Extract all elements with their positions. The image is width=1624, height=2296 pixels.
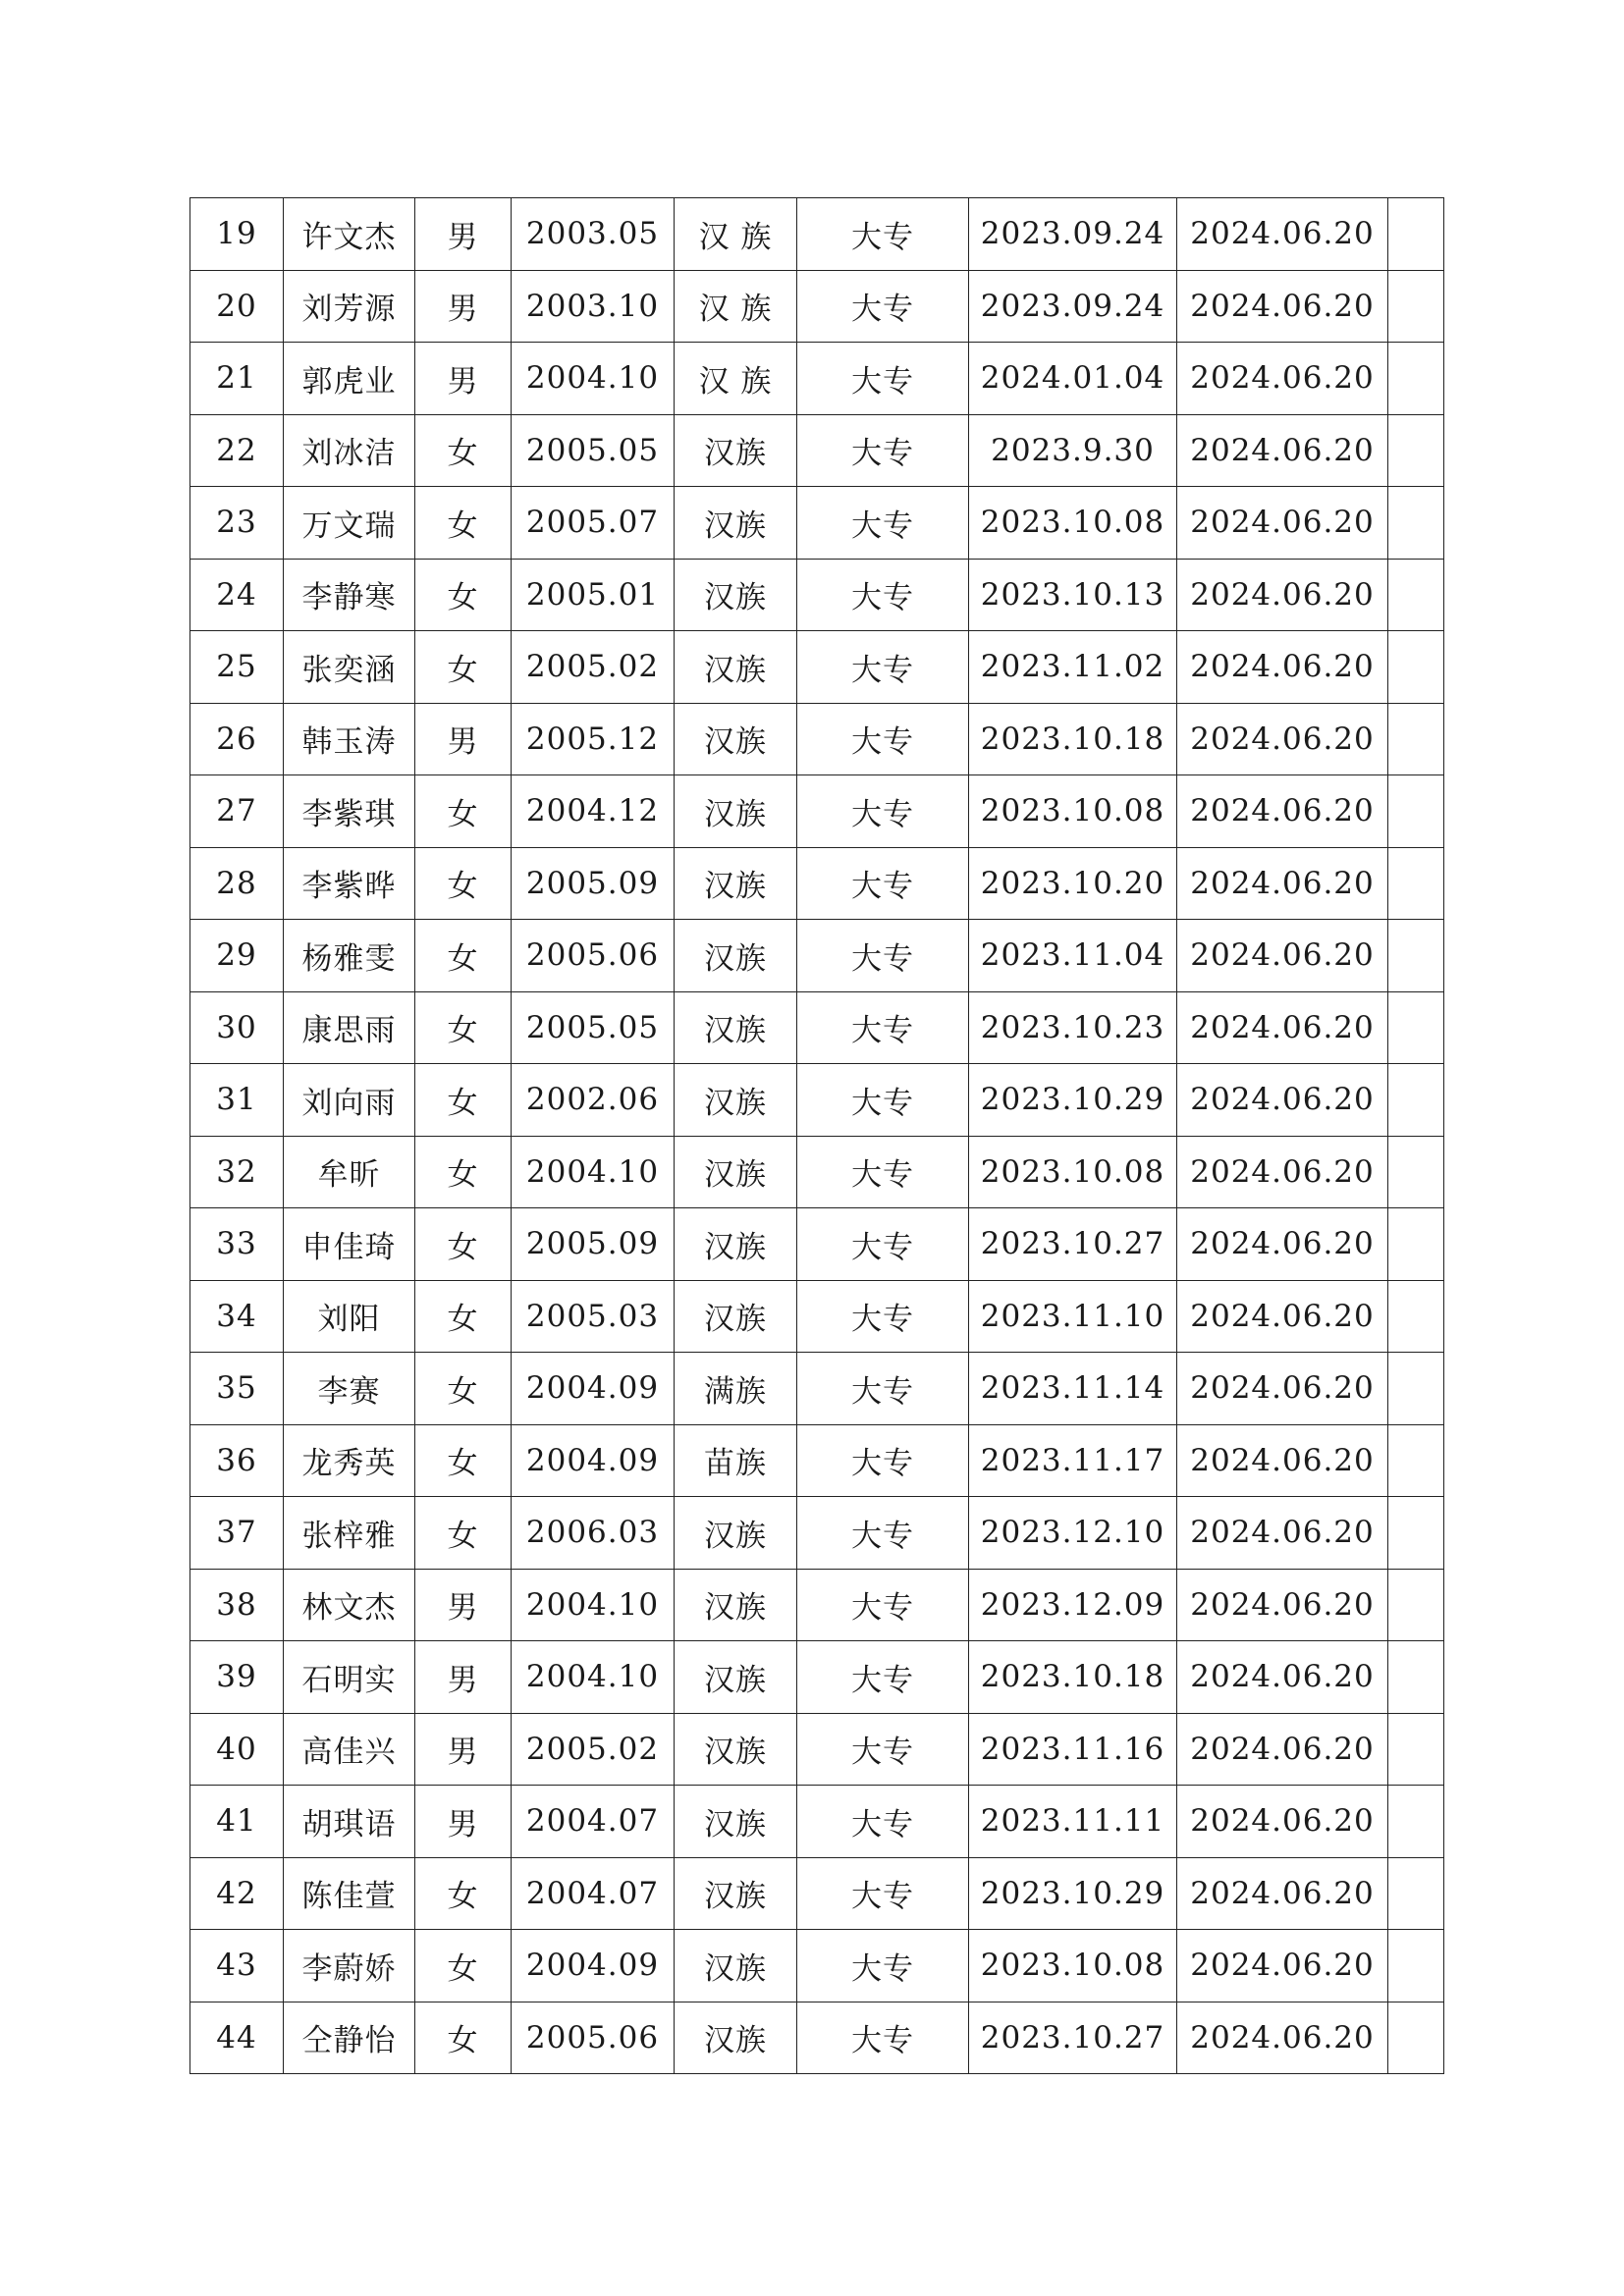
note-cell xyxy=(1388,2002,1444,2074)
education-cell: 大专 xyxy=(797,1641,969,1714)
gender-cell: 女 xyxy=(415,991,512,1064)
education-cell: 大专 xyxy=(797,487,969,560)
note-cell xyxy=(1388,1569,1444,1641)
note-cell xyxy=(1388,703,1444,775)
ethnicity-cell: 汉族 xyxy=(675,920,797,992)
note-cell xyxy=(1388,847,1444,920)
table-row xyxy=(190,1424,1444,1497)
start-date-cell: 2023.10.27 xyxy=(969,2002,1177,2074)
table-row xyxy=(190,847,1444,920)
start-date-cell: 2023.10.08 xyxy=(969,487,1177,560)
start-date-cell: 2023.12.10 xyxy=(969,1497,1177,1570)
note-cell xyxy=(1388,559,1444,631)
name-cell: 申佳琦 xyxy=(284,1208,415,1281)
end-date-cell: 2024.06.20 xyxy=(1177,1641,1388,1714)
note-cell xyxy=(1388,1064,1444,1137)
ethnicity-cell: 汉族 xyxy=(675,1136,797,1208)
education-cell: 大专 xyxy=(797,1497,969,1570)
table-row xyxy=(190,1497,1444,1570)
note-cell xyxy=(1388,1497,1444,1570)
serial-number-cell: 19 xyxy=(190,198,284,271)
table-row xyxy=(190,1786,1444,1858)
roster-body xyxy=(190,198,1444,2074)
start-date-cell: 2023.10.23 xyxy=(969,991,1177,1064)
serial-number-cell: 23 xyxy=(190,487,284,560)
table-row xyxy=(190,920,1444,992)
note-cell xyxy=(1388,1930,1444,2002)
ethnicity-cell: 汉族 xyxy=(675,1280,797,1353)
birth-date-cell: 2005.09 xyxy=(512,847,675,920)
note-cell xyxy=(1388,1786,1444,1858)
birth-date-cell: 2006.03 xyxy=(512,1497,675,1570)
roster-table xyxy=(189,197,1444,2074)
birth-date-cell: 2003.05 xyxy=(512,198,675,271)
note-cell xyxy=(1388,414,1444,487)
serial-number-cell: 44 xyxy=(190,2002,284,2074)
name-cell: 胡琪语 xyxy=(284,1786,415,1858)
education-cell: 大专 xyxy=(797,2002,969,2074)
note-cell xyxy=(1388,1280,1444,1353)
ethnicity-cell: 汉 族 xyxy=(675,270,797,343)
education-cell: 大专 xyxy=(797,1930,969,2002)
name-cell: 李赛 xyxy=(284,1353,415,1425)
serial-number-cell: 25 xyxy=(190,631,284,704)
name-cell: 刘芳源 xyxy=(284,270,415,343)
serial-number-cell: 36 xyxy=(190,1424,284,1497)
gender-cell: 女 xyxy=(415,559,512,631)
birth-date-cell: 2002.06 xyxy=(512,1064,675,1137)
serial-number-cell: 42 xyxy=(190,1857,284,1930)
serial-number-cell: 39 xyxy=(190,1641,284,1714)
table-row xyxy=(190,1857,1444,1930)
education-cell: 大专 xyxy=(797,775,969,848)
ethnicity-cell: 汉族 xyxy=(675,1569,797,1641)
note-cell xyxy=(1388,270,1444,343)
gender-cell: 女 xyxy=(415,1353,512,1425)
birth-date-cell: 2003.10 xyxy=(512,270,675,343)
gender-cell: 女 xyxy=(415,847,512,920)
name-cell: 韩玉涛 xyxy=(284,703,415,775)
gender-cell: 男 xyxy=(415,1786,512,1858)
ethnicity-cell: 汉 族 xyxy=(675,343,797,415)
end-date-cell: 2024.06.20 xyxy=(1177,1424,1388,1497)
birth-date-cell: 2004.10 xyxy=(512,1569,675,1641)
education-cell: 大专 xyxy=(797,1208,969,1281)
serial-number-cell: 24 xyxy=(190,559,284,631)
ethnicity-cell: 汉族 xyxy=(675,631,797,704)
note-cell xyxy=(1388,1208,1444,1281)
start-date-cell: 2023.11.16 xyxy=(969,1713,1177,1786)
birth-date-cell: 2005.12 xyxy=(512,703,675,775)
serial-number-cell: 35 xyxy=(190,1353,284,1425)
start-date-cell: 2023.11.04 xyxy=(969,920,1177,992)
ethnicity-cell: 汉族 xyxy=(675,1713,797,1786)
education-cell: 大专 xyxy=(797,631,969,704)
name-cell: 张奕涵 xyxy=(284,631,415,704)
education-cell: 大专 xyxy=(797,559,969,631)
name-cell: 高佳兴 xyxy=(284,1713,415,1786)
table-row xyxy=(190,1353,1444,1425)
start-date-cell: 2023.10.20 xyxy=(969,847,1177,920)
name-cell: 牟昕 xyxy=(284,1136,415,1208)
end-date-cell: 2024.06.20 xyxy=(1177,1064,1388,1137)
education-cell: 大专 xyxy=(797,1064,969,1137)
gender-cell: 男 xyxy=(415,1569,512,1641)
name-cell: 石明实 xyxy=(284,1641,415,1714)
birth-date-cell: 2004.07 xyxy=(512,1786,675,1858)
ethnicity-cell: 满族 xyxy=(675,1353,797,1425)
table-row xyxy=(190,487,1444,560)
gender-cell: 男 xyxy=(415,1641,512,1714)
education-cell: 大专 xyxy=(797,270,969,343)
table-row xyxy=(190,1641,1444,1714)
end-date-cell: 2024.06.20 xyxy=(1177,2002,1388,2074)
education-cell: 大专 xyxy=(797,1857,969,1930)
gender-cell: 男 xyxy=(415,1713,512,1786)
end-date-cell: 2024.06.20 xyxy=(1177,775,1388,848)
education-cell: 大专 xyxy=(797,991,969,1064)
end-date-cell: 2024.06.20 xyxy=(1177,631,1388,704)
end-date-cell: 2024.06.20 xyxy=(1177,198,1388,271)
gender-cell: 女 xyxy=(415,1497,512,1570)
start-date-cell: 2023.9.30 xyxy=(969,414,1177,487)
serial-number-cell: 33 xyxy=(190,1208,284,1281)
name-cell: 林文杰 xyxy=(284,1569,415,1641)
gender-cell: 女 xyxy=(415,631,512,704)
gender-cell: 女 xyxy=(415,1136,512,1208)
start-date-cell: 2023.10.18 xyxy=(969,703,1177,775)
end-date-cell: 2024.06.20 xyxy=(1177,559,1388,631)
name-cell: 张梓雅 xyxy=(284,1497,415,1570)
note-cell xyxy=(1388,1424,1444,1497)
note-cell xyxy=(1388,1641,1444,1714)
ethnicity-cell: 汉族 xyxy=(675,991,797,1064)
gender-cell: 女 xyxy=(415,2002,512,2074)
start-date-cell: 2024.01.04 xyxy=(969,343,1177,415)
education-cell: 大专 xyxy=(797,1136,969,1208)
serial-number-cell: 28 xyxy=(190,847,284,920)
table-row xyxy=(190,1136,1444,1208)
table-row xyxy=(190,2002,1444,2074)
serial-number-cell: 26 xyxy=(190,703,284,775)
ethnicity-cell: 汉族 xyxy=(675,1857,797,1930)
birth-date-cell: 2004.10 xyxy=(512,343,675,415)
gender-cell: 男 xyxy=(415,343,512,415)
education-cell: 大专 xyxy=(797,1713,969,1786)
note-cell xyxy=(1388,1353,1444,1425)
ethnicity-cell: 汉族 xyxy=(675,487,797,560)
name-cell: 郭虎业 xyxy=(284,343,415,415)
start-date-cell: 2023.10.08 xyxy=(969,775,1177,848)
birth-date-cell: 2004.09 xyxy=(512,1424,675,1497)
birth-date-cell: 2005.05 xyxy=(512,991,675,1064)
end-date-cell: 2024.06.20 xyxy=(1177,1136,1388,1208)
serial-number-cell: 34 xyxy=(190,1280,284,1353)
start-date-cell: 2023.10.29 xyxy=(969,1857,1177,1930)
start-date-cell: 2023.09.24 xyxy=(969,270,1177,343)
name-cell: 李静寒 xyxy=(284,559,415,631)
start-date-cell: 2023.10.27 xyxy=(969,1208,1177,1281)
ethnicity-cell: 汉族 xyxy=(675,703,797,775)
name-cell: 龙秀英 xyxy=(284,1424,415,1497)
table-row xyxy=(190,1064,1444,1137)
ethnicity-cell: 汉族 xyxy=(675,1786,797,1858)
ethnicity-cell: 汉 族 xyxy=(675,198,797,271)
note-cell xyxy=(1388,920,1444,992)
start-date-cell: 2023.11.10 xyxy=(969,1280,1177,1353)
table-row xyxy=(190,1930,1444,2002)
name-cell: 刘阳 xyxy=(284,1280,415,1353)
ethnicity-cell: 汉族 xyxy=(675,414,797,487)
name-cell: 刘向雨 xyxy=(284,1064,415,1137)
gender-cell: 女 xyxy=(415,487,512,560)
education-cell: 大专 xyxy=(797,1353,969,1425)
serial-number-cell: 43 xyxy=(190,1930,284,2002)
ethnicity-cell: 汉族 xyxy=(675,847,797,920)
gender-cell: 男 xyxy=(415,198,512,271)
gender-cell: 女 xyxy=(415,1208,512,1281)
name-cell: 杨雅雯 xyxy=(284,920,415,992)
gender-cell: 女 xyxy=(415,1857,512,1930)
end-date-cell: 2024.06.20 xyxy=(1177,270,1388,343)
serial-number-cell: 37 xyxy=(190,1497,284,1570)
end-date-cell: 2024.06.20 xyxy=(1177,414,1388,487)
education-cell: 大专 xyxy=(797,920,969,992)
end-date-cell: 2024.06.20 xyxy=(1177,1713,1388,1786)
birth-date-cell: 2004.10 xyxy=(512,1641,675,1714)
education-cell: 大专 xyxy=(797,1786,969,1858)
birth-date-cell: 2004.10 xyxy=(512,1136,675,1208)
end-date-cell: 2024.06.20 xyxy=(1177,487,1388,560)
serial-number-cell: 27 xyxy=(190,775,284,848)
start-date-cell: 2023.11.14 xyxy=(969,1353,1177,1425)
ethnicity-cell: 汉族 xyxy=(675,1497,797,1570)
end-date-cell: 2024.06.20 xyxy=(1177,1280,1388,1353)
end-date-cell: 2024.06.20 xyxy=(1177,343,1388,415)
serial-number-cell: 32 xyxy=(190,1136,284,1208)
start-date-cell: 2023.11.02 xyxy=(969,631,1177,704)
education-cell: 大专 xyxy=(797,1424,969,1497)
end-date-cell: 2024.06.20 xyxy=(1177,703,1388,775)
table-row xyxy=(190,775,1444,848)
end-date-cell: 2024.06.20 xyxy=(1177,1857,1388,1930)
table-row xyxy=(190,270,1444,343)
gender-cell: 女 xyxy=(415,414,512,487)
serial-number-cell: 38 xyxy=(190,1569,284,1641)
name-cell: 康思雨 xyxy=(284,991,415,1064)
table-row xyxy=(190,1713,1444,1786)
gender-cell: 女 xyxy=(415,1064,512,1137)
birth-date-cell: 2005.03 xyxy=(512,1280,675,1353)
ethnicity-cell: 汉族 xyxy=(675,1064,797,1137)
note-cell xyxy=(1388,1713,1444,1786)
gender-cell: 女 xyxy=(415,1424,512,1497)
end-date-cell: 2024.06.20 xyxy=(1177,1569,1388,1641)
table-row xyxy=(190,414,1444,487)
education-cell: 大专 xyxy=(797,1569,969,1641)
serial-number-cell: 21 xyxy=(190,343,284,415)
table-row xyxy=(190,198,1444,271)
start-date-cell: 2023.12.09 xyxy=(969,1569,1177,1641)
gender-cell: 女 xyxy=(415,1930,512,2002)
end-date-cell: 2024.06.20 xyxy=(1177,1930,1388,2002)
serial-number-cell: 20 xyxy=(190,270,284,343)
table-row xyxy=(190,703,1444,775)
birth-date-cell: 2004.09 xyxy=(512,1930,675,2002)
ethnicity-cell: 汉族 xyxy=(675,1641,797,1714)
name-cell: 李紫晔 xyxy=(284,847,415,920)
end-date-cell: 2024.06.20 xyxy=(1177,1208,1388,1281)
note-cell xyxy=(1388,343,1444,415)
birth-date-cell: 2005.06 xyxy=(512,2002,675,2074)
education-cell: 大专 xyxy=(797,343,969,415)
note-cell xyxy=(1388,775,1444,848)
table-row xyxy=(190,1208,1444,1281)
birth-date-cell: 2005.02 xyxy=(512,631,675,704)
name-cell: 陈佳萱 xyxy=(284,1857,415,1930)
ethnicity-cell: 汉族 xyxy=(675,1208,797,1281)
birth-date-cell: 2005.07 xyxy=(512,487,675,560)
name-cell: 李紫琪 xyxy=(284,775,415,848)
name-cell: 李蔚娇 xyxy=(284,1930,415,2002)
education-cell: 大专 xyxy=(797,1280,969,1353)
end-date-cell: 2024.06.20 xyxy=(1177,1786,1388,1858)
gender-cell: 男 xyxy=(415,703,512,775)
birth-date-cell: 2005.01 xyxy=(512,559,675,631)
ethnicity-cell: 汉族 xyxy=(675,559,797,631)
start-date-cell: 2023.10.18 xyxy=(969,1641,1177,1714)
gender-cell: 女 xyxy=(415,1280,512,1353)
note-cell xyxy=(1388,631,1444,704)
end-date-cell: 2024.06.20 xyxy=(1177,1353,1388,1425)
serial-number-cell: 22 xyxy=(190,414,284,487)
serial-number-cell: 31 xyxy=(190,1064,284,1137)
education-cell: 大专 xyxy=(797,703,969,775)
note-cell xyxy=(1388,991,1444,1064)
table-row xyxy=(190,1280,1444,1353)
ethnicity-cell: 汉族 xyxy=(675,775,797,848)
end-date-cell: 2024.06.20 xyxy=(1177,847,1388,920)
birth-date-cell: 2004.09 xyxy=(512,1353,675,1425)
table-row xyxy=(190,559,1444,631)
name-cell: 仝静怡 xyxy=(284,2002,415,2074)
start-date-cell: 2023.10.13 xyxy=(969,559,1177,631)
birth-date-cell: 2004.07 xyxy=(512,1857,675,1930)
education-cell: 大专 xyxy=(797,414,969,487)
gender-cell: 女 xyxy=(415,775,512,848)
birth-date-cell: 2004.12 xyxy=(512,775,675,848)
education-cell: 大专 xyxy=(797,198,969,271)
table-row xyxy=(190,991,1444,1064)
end-date-cell: 2024.06.20 xyxy=(1177,1497,1388,1570)
ethnicity-cell: 苗族 xyxy=(675,1424,797,1497)
ethnicity-cell: 汉族 xyxy=(675,2002,797,2074)
name-cell: 许文杰 xyxy=(284,198,415,271)
note-cell xyxy=(1388,1857,1444,1930)
gender-cell: 女 xyxy=(415,920,512,992)
start-date-cell: 2023.11.17 xyxy=(969,1424,1177,1497)
start-date-cell: 2023.11.11 xyxy=(969,1786,1177,1858)
start-date-cell: 2023.10.08 xyxy=(969,1930,1177,2002)
start-date-cell: 2023.09.24 xyxy=(969,198,1177,271)
birth-date-cell: 2005.02 xyxy=(512,1713,675,1786)
note-cell xyxy=(1388,198,1444,271)
table-row xyxy=(190,1569,1444,1641)
education-cell: 大专 xyxy=(797,847,969,920)
start-date-cell: 2023.10.08 xyxy=(969,1136,1177,1208)
note-cell xyxy=(1388,1136,1444,1208)
table-row xyxy=(190,343,1444,415)
table-row xyxy=(190,631,1444,704)
name-cell: 刘冰洁 xyxy=(284,414,415,487)
serial-number-cell: 41 xyxy=(190,1786,284,1858)
birth-date-cell: 2005.09 xyxy=(512,1208,675,1281)
start-date-cell: 2023.10.29 xyxy=(969,1064,1177,1137)
note-cell xyxy=(1388,487,1444,560)
serial-number-cell: 29 xyxy=(190,920,284,992)
serial-number-cell: 30 xyxy=(190,991,284,1064)
birth-date-cell: 2005.06 xyxy=(512,920,675,992)
ethnicity-cell: 汉族 xyxy=(675,1930,797,2002)
birth-date-cell: 2005.05 xyxy=(512,414,675,487)
name-cell: 万文瑞 xyxy=(284,487,415,560)
gender-cell: 男 xyxy=(415,270,512,343)
serial-number-cell: 40 xyxy=(190,1713,284,1786)
end-date-cell: 2024.06.20 xyxy=(1177,991,1388,1064)
end-date-cell: 2024.06.20 xyxy=(1177,920,1388,992)
